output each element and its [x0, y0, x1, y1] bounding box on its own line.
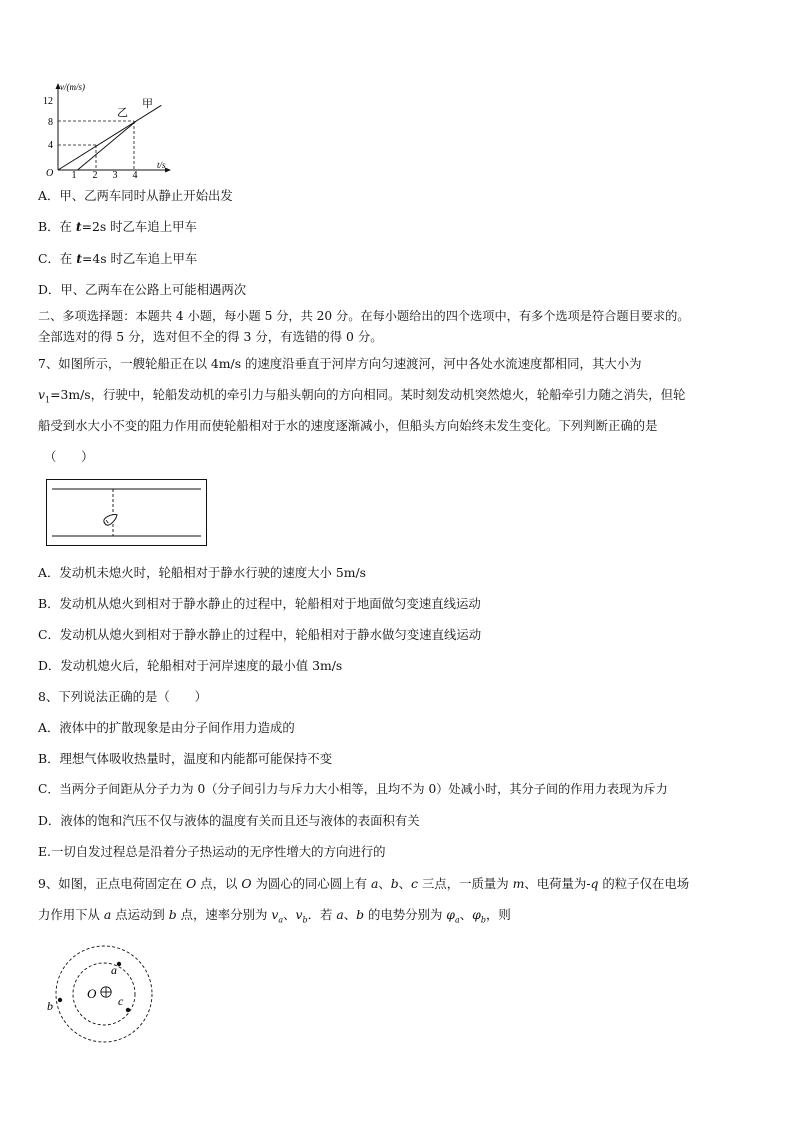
q7-option-c: C．发动机从熄火到相对于静水静止的过程中，轮船相对于静水做匀变速直线运动 — [38, 627, 482, 642]
ytick-4: 4 — [48, 140, 53, 151]
q9-line2: 力作用下从 a 点运动到 b 点，速率分别为 $v_a$、$v_b$．若 a、b 的电势分别为 $\varphi_a$、$\varphi_b$，则 — [38, 907, 511, 925]
xtick-3: 3 — [112, 170, 118, 180]
point-a — [117, 962, 121, 966]
y-axis-label: v/(m/s) — [60, 82, 85, 92]
section2-line1: 二、多项选择题：本题共 4 小题，每小题 5 分，共 20 分。在每小题给出的四个选项中，有多个选项是符合题目要求的。 — [38, 309, 690, 323]
q7-bracket: （ ） — [44, 449, 94, 464]
vt-graph — [36, 80, 176, 180]
charge-figure — [40, 940, 160, 1050]
q8-stem: 8、下列说法正确的是（ ） — [38, 689, 207, 704]
q6-option-c: C．在 t=4s 时乙车追上甲车 — [38, 251, 198, 266]
point-c — [126, 1008, 130, 1012]
label-jia: 甲 — [142, 98, 153, 110]
q7-option-a: A．发动机未熄火时，轮船相对于静水行驶的速度大小 5m/s — [38, 565, 367, 580]
q7-option-d: D．发动机熄火后，轮船相对于河岸速度的最小值 3m/s — [38, 658, 343, 673]
positive-charge-icon — [101, 987, 111, 997]
section2-line2: 全部选对的得 5 分，选对但不全的得 3 分，有选错的得 0 分。 — [38, 329, 383, 344]
label-c: c — [118, 994, 124, 1008]
origin-label: O — [46, 168, 54, 179]
point-b — [58, 998, 62, 1002]
ytick-12: 12 — [43, 96, 53, 107]
q8-option-e: E.一切自发过程总是沿着分子热运动的无序性增大的方向进行的 — [38, 844, 386, 859]
label-O: O — [87, 986, 97, 1001]
q8-option-d: D．液体的饱和汽压不仅与液体的温度有关而且还与液体的表面积有关 — [38, 813, 420, 828]
q6-option-a: A．甲、乙两车同时从静止开始出发 — [38, 188, 233, 203]
q9-line1: 9、如图，正点电荷固定在 O 点，以 O 为圆心的同心圆上有 a、b、c 三点，一质量为 m、电荷量为-q 的粒子仅在电场 — [38, 876, 690, 891]
series-yi-line — [78, 121, 137, 170]
river-figure — [46, 479, 208, 547]
xtick-1: 1 — [71, 170, 77, 180]
q7-line3: 船受到水大小不变的阻力作用而使轮船相对于水的速度逐渐减小，但船头方向始终未发生变化。下列判断正确的是 — [38, 418, 658, 433]
q7-option-b: B．发动机从熄火到相对于静水静止的过程中，轮船相对于地面做匀变速直线运动 — [38, 596, 481, 611]
ytick-8: 8 — [48, 117, 53, 128]
label-b: b — [47, 999, 53, 1013]
x-axis-label: t/s — [157, 160, 166, 170]
q6-option-d: D．甲、乙两车在公路上可能相遇两次 — [38, 282, 247, 297]
xtick-4: 4 — [132, 170, 138, 180]
q6-option-b: B．在 t=2s 时乙车追上甲车 — [38, 219, 197, 234]
q7-line1: 7、如图所示，一艘轮船正在以 4m/s 的速度沿垂直于河岸方向匀速渡河，河中各处水流速度都相同，其大小为 — [38, 356, 642, 371]
q8-option-c: C．当两分子间距从分子力为 0（分子间引力与斥力大小相等，且均不为 0）处减小时，其分子间的作用力表现为斥力 — [38, 782, 668, 796]
series-jia-line — [58, 105, 161, 170]
x-axis-arrow — [165, 168, 171, 173]
boat-icon — [102, 511, 119, 526]
xtick-2: 2 — [92, 170, 98, 180]
q7-line2: $v_1=3m/s$，行驶中，轮船发动机的牵引力与船头朝向的方向相同。某时刻发动机突然熄火，轮船牵引力随之消失，但轮 — [38, 387, 686, 405]
q8-option-b: B．理想气体吸收热量时，温度和内能都可能保持不变 — [38, 751, 333, 766]
label-yi: 乙 — [117, 107, 128, 119]
q8-option-a: A．液体中的扩散现象是由分子间作用力造成的 — [38, 720, 295, 735]
label-a: a — [111, 963, 117, 977]
